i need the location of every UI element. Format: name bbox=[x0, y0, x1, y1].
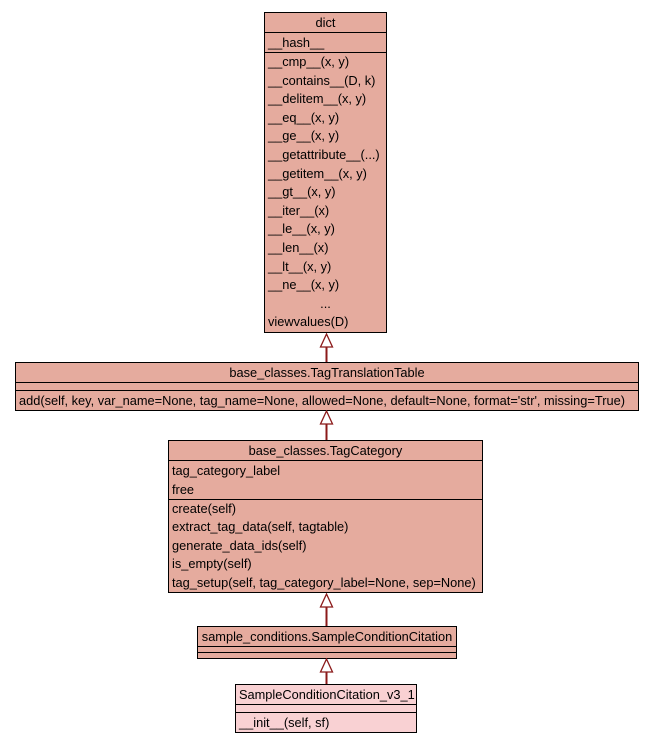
inheritance-arrow bbox=[318, 658, 335, 684]
class-box-dict bbox=[264, 12, 387, 333]
method-row: extract_tag_data(self, tagtable) bbox=[172, 519, 349, 535]
class-name: base_classes.TagCategory bbox=[169, 441, 482, 461]
method-row: generate_data_ids(self) bbox=[172, 537, 307, 553]
method-row: __len__(x) bbox=[268, 239, 329, 255]
method-row: __getitem__(x, y) bbox=[268, 165, 367, 181]
method-row: __eq__(x, y) bbox=[268, 109, 340, 125]
methods-compartment bbox=[236, 713, 416, 732]
attribute-row: tag_category_label bbox=[172, 463, 281, 478]
method-row: viewvalues(D) bbox=[268, 314, 349, 330]
attribute-row: free bbox=[172, 482, 195, 497]
method-row: is_empty(self) bbox=[172, 556, 252, 572]
inheritance-arrow bbox=[318, 593, 335, 626]
class-box-sampleconditioncitation bbox=[197, 626, 457, 659]
ellipsis-row: ... bbox=[320, 295, 331, 311]
method-row: __contains__(D, k) bbox=[268, 72, 376, 88]
attributes-compartment bbox=[16, 383, 638, 391]
class-name: SampleConditionCitation_v3_1 bbox=[236, 685, 416, 705]
empty-compartment bbox=[236, 705, 416, 712]
method-row: __delitem__(x, y) bbox=[268, 91, 367, 107]
method-row: __init__(self, sf) bbox=[239, 715, 330, 730]
method-row: __gt__(x, y) bbox=[268, 184, 336, 200]
empty-compartment bbox=[198, 647, 456, 652]
methods-compartment bbox=[265, 53, 386, 332]
methods-compartment bbox=[169, 500, 482, 592]
attribute-row: __hash__ bbox=[268, 35, 325, 50]
inheritance-arrow bbox=[318, 333, 335, 362]
inheritance-arrow bbox=[318, 410, 335, 440]
methods-compartment bbox=[16, 391, 638, 410]
class-box-sampleconditioncitation-v3-1 bbox=[235, 684, 417, 733]
method-row: __getattribute__(...) bbox=[268, 146, 380, 162]
method-row: add(self, key, var_name=None, tag_name=None, allowed=None, default=None, format='str', missing=True) bbox=[19, 393, 625, 408]
method-row: __ne__(x, y) bbox=[268, 277, 340, 293]
class-name: sample_conditions.SampleConditionCitation bbox=[198, 627, 456, 647]
class-name: base_classes.TagTranslationTable bbox=[16, 363, 638, 383]
attributes-compartment bbox=[265, 33, 386, 53]
method-row: __lt__(x, y) bbox=[268, 258, 332, 274]
method-row: __le__(x, y) bbox=[268, 221, 335, 237]
class-box-tagtranslationtable bbox=[15, 362, 639, 411]
attributes-compartment bbox=[236, 705, 416, 713]
empty-compartment bbox=[16, 383, 638, 390]
method-row: __ge__(x, y) bbox=[268, 128, 340, 144]
method-row: tag_setup(self, tag_category_label=None, sep=None) bbox=[172, 574, 476, 590]
class-box-tagcategory bbox=[168, 440, 483, 593]
method-row: __iter__(x) bbox=[268, 202, 330, 218]
method-row: create(self) bbox=[172, 501, 237, 516]
attributes-compartment bbox=[169, 461, 482, 500]
method-row: __cmp__(x, y) bbox=[268, 54, 350, 69]
class-name: dict bbox=[265, 13, 386, 33]
